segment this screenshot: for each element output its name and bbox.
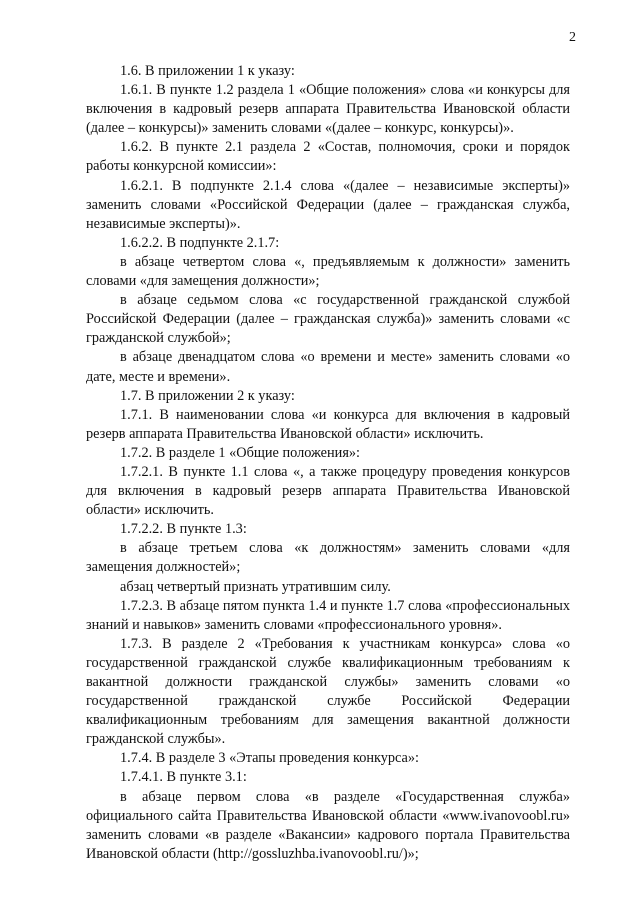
paragraph: 1.6.2. В пункте 2.1 раздела 2 «Состав, полномочия, сроки и порядок работы конкурсной комиссии»: — [86, 139, 570, 175]
page-number: 2 — [569, 30, 576, 45]
paragraph: 1.7.2.2. В пункте 1.3: — [120, 521, 247, 538]
paragraph: 1.7.2.1. В пункте 1.1 слова «, а также процедуру проведения конкурсов для включения в кадровый резерв аппарата Правительства Ивановской области» исключить. — [86, 463, 570, 519]
paragraph: в абзаце двенадцатом слова «о времени и месте» заменить словами «о дате, месте и времени». — [86, 349, 570, 385]
paragraph: 1.7.4.1. В пункте 3.1: — [120, 769, 247, 786]
paragraph: в абзаце седьмом слова «с государственной гражданской службой Российской Федерации (далее – гражданская служба)» заменить словами «с гражданской службой»; — [86, 292, 570, 347]
paragraph: в абзаце третьем слова «к должностям» заменить словами «для замещения должностей»; — [86, 540, 570, 576]
document-body — [86, 62, 570, 864]
paragraph: в абзаце первом слова «в разделе «Государственная служба» официального сайта Правительства Ивановской области «www.ivanovoobl.ru» заменить словами «в разделе «Вакансии» кадрового портала Правительства Ивановской области (http://gossluzhba.ivanovoobl.ru/)»; — [86, 788, 570, 862]
paragraph: 1.7.2.3. В абзаце пятом пункта 1.4 и пункте 1.7 слова «профессиональных знаний и навыков» заменить словами «профессионального уровня». — [86, 597, 570, 633]
paragraph: абзац четвертый признать утратившим силу. — [120, 578, 391, 595]
paragraph: 1.6. В приложении 1 к указу: — [120, 63, 295, 79]
paragraph: 1.7. В приложении 2 к указу: — [120, 387, 295, 404]
paragraph: в абзаце четвертом слова «, предъявляемым к должности» заменить словами «для замещения должности»; — [86, 253, 570, 290]
paragraph: 1.6.2.2. В подпункте 2.1.7: — [120, 234, 280, 251]
paragraph: 1.7.1. В наименовании слова «и конкурса для включения в кадровый резерв аппарата Правительства Ивановской области» исключить. — [86, 406, 570, 442]
paragraph: 1.7.2. В разделе 1 «Общие положения»: — [120, 444, 361, 461]
paragraph: 1.7.3. В разделе 2 «Требования к участникам конкурса» слова «о государственной гражданской службе квалификационным требованиям к вакантной должности гражданской службы» заменить словами «о государственной гражданской службе Российской Федерации квалификационным требованиям для замещения вакантной должности гражданской службы». — [86, 635, 570, 748]
paragraph: 1.6.2.1. В подпункте 2.1.4 слова «(далее – независимые эксперты)» заменить словами «Российской Федерации (далее – гражданская служба, независимые эксперты)». — [86, 177, 570, 232]
paragraph: 1.6.1. В пункте 1.2 раздела 1 «Общие положения» слова «и конкурсы для включения в кадровый резерв аппарата Правительства Ивановской области (далее – конкурсы)» заменить словами «(далее – конкурс, конкурсы)». — [86, 82, 570, 137]
paragraph: 1.7.4. В разделе 3 «Этапы проведения конкурса»: — [120, 750, 420, 767]
